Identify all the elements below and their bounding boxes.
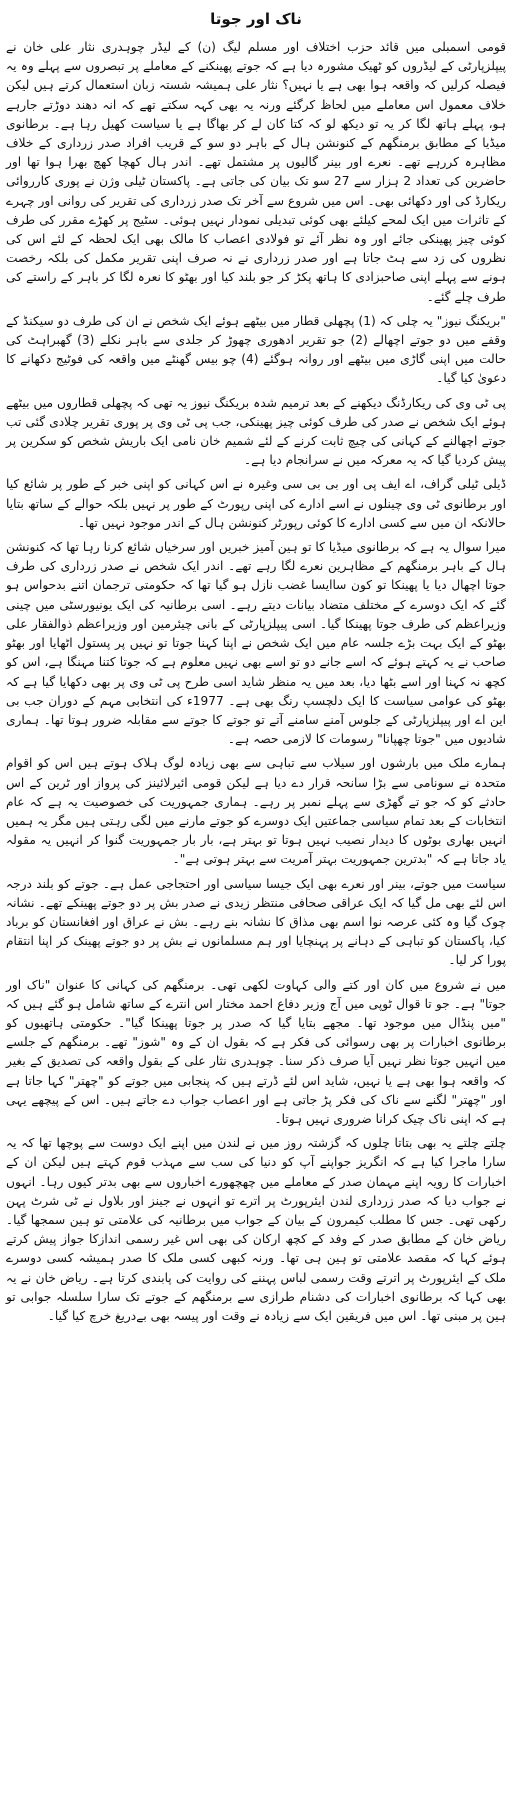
paragraph: ڈیلی ٹیلی گراف، اے ایف پی اور بی بی سی وغیرہ نے اس کہانی کو اپنی خبر کے طور پر شائع کیا اور برطانوی ٹی وی چینلوں نے اسے ادارے کی اپنی رپورٹ کے طور پر نہیں بلکہ حوالے کے ساتھ بتایا حالانکہ ان میں سے کسی ادارے کا کوئی رپورٹر کنونشن ہال کے اندر موجود نہیں تھا۔ xyxy=(6,477,506,530)
headline: ناک اور جوتا xyxy=(210,10,302,28)
paragraph: چلتے چلتے یہ بھی بتاتا چلوں کہ گزشتہ روز میں نے لندن میں اپنے ایک دوست سے پوچھا تھا کہ یہ سارا ماجرا کیا ہے کہ انگریز جواپنے آپ کو دنیا کی سب سے مہذب قوم کہتے ہیں لیکن ان کے اخبارات کا رویہ اپنے مہمان صدر کے معاملے میں چھچھورے اخباروں سے بھی بدتر کیوں رہا۔ انہوں نے جواب دیا کہ صدر زرداری لندن ایئرپورٹ پر اترے تو انہوں نے جینز اور بلاول نے ٹی شرٹ پہن رکھی تھی۔ جس کا مطلب کیمرون کے بیان کے جواب میں برطانیہ کی علامتی تو ہین سمجھا گیا۔ ریاض خان کے مطابق صدر کے وفد کے کچھ ارکان کی بھی اس غیر رسمی اندازکا جواز پیش کرتے ہوئے کہا کہ مقصد علامتی تو ہین ہی تھا۔ ورنہ کبھی کسی ملک کا صدر ہمیشہ کسی دوسرے ملک کے ایئرپورٹ پر اترتے وقت رسمی لباس پہننے کی روایت کی پابندی کرتا ہے۔ ریاض خان نے یہ بھی کہا کہ برطانوی اخبارات کی دشنام طرازی سے برمنگھم کے جوتے تک سارا سلسلہ جوابی تو ہین پر مبنی تھا۔ اس میں فریقین ایک سے زیادہ نے وقت اور پیسہ بھی بےدریغ خرچ کیا گیا۔ xyxy=(6,1136,506,1323)
paragraph: "بریکنگ نیوز" یہ چلی کہ (1) پچھلی قطار میں بیٹھے ہوئے ایک شخص نے ان کی طرف دو سیکنڈ کے وقفے میں دو جوتے اچھالے (2) جو تقریر ادھوری چھوڑ کر جلدی سے باہر نکلے (3) گھبراہٹ کی حالت میں اپنی گاڑی میں بیٹھے اور روانہ ہوگئے (4) چو بیس گھنٹے میں واقعہ کی فوٹیج دکھانے کا دعویٰ کیا گیا۔ xyxy=(6,313,506,386)
paragraph: سیاست میں جوتے، بینر اور نعرے بھی ایک جیسا سیاسی اور احتجاجی عمل ہے۔ جوتے کو بلند درجہ اس لئے بھی مل گیا کہ ایک عراقی صحافی منتظر زیدی نے صدر بش پر دو جوتے پھینکے تھے۔ نشانہ چوک گیا وہ کئی عرصہ نوا اسم بھی مذاق کا نشانہ بنے رہے۔ بش نے عراق اور افغانستان کو برباد کیا، پاکستان کو تباہی کے دہانے پر پہنچایا اور ہم مسلمانوں نے بش پر دو جوتے پھینک کر اپنا انتقام پورا کر لیا۔ xyxy=(6,876,506,968)
paragraph: قومی اسمبلی میں قائد حزب اختلاف اور مسلم لیگ (ن) کے لیڈر چوہدری نثار علی خان نے پیپلزپارٹی کے لیڈروں کو ٹھیک مشورہ دیا ہے کہ جوتے پھینکنے کے معاملے پر تبصروں سے پہلے وہ یہ فیصلہ کرلیں کہ واقعہ ہوا بھی ہے یا نہیں؟ نثار علی ہمیشہ شستہ زبان استعمال کرتے ہیں لیکن خلاف معمول اس معاملے میں لحاظ کرگئے ورنہ یہ بھی کہہ سکتے تھے کہ انہ دھند دوڑتے جارہے ہو، پہلے ہاتھ لگا کر یہ تو دیکھ لو کہ کتا کان لے کر بھاگا ہے یا سیاست کھیل رہا ہے۔ برطانوی میڈیا کے مطابق برمنگھم کے کنونشن ہال کے باہر دو سو کے قریب افراد صدر زرداری کے خلاف مظاہرہ کررہے تھے۔ نعرے اور بینر گالیوں پر مشتمل تھے۔ اندر ہال کھچا کھچ بھرا ہوا تھا اور حاضرین کی تعداد 2 ہزار سے 27 سو تک بیان کی جاتی ہے۔ پاکستان ٹیلی وژن نے پوری کارروائی ریکارڈ کی اور دکھائی بھی۔ اس میں شروع سے آخر تک صدر زرداری کی تقریر کی روانی اور چہرے کے تاثرات میں ایک لمحے کیلئے بھی کوئی تبدیلی نمودار نہیں ہوئی۔ سٹیج پر کھڑے مقرر کی طرف کوئی چیز پھینکی جائے اور وہ نظر آئے تو فولادی اعصاب کا مالک بھی ایک لحظہ کے لئے اس کی نظروں کی زد سے ہٹ جاتا ہے اور صدر زرداری نے نہ صرف اپنی تقریر مکمل کی بلکہ رخصت ہونے سے پہلے اپنی صاحبزادی کا ہاتھ پکڑ کر جو بلند کیا اور بھٹو کا نعرہ لگا کر باہر کے راستے کی طرف چلے گئے۔ xyxy=(6,40,506,304)
paragraph: میں نے شروع میں کان اور کتے والی کہاوت لکھی تھی۔ برمنگھم کی کہانی کا عنوان "ناک اور جوتا" ہے۔ جو تا قوال ٹوپی میں آج وزیر دفاع احمد مختار اس انترے کے ساتھ شامل ہو گئے ہیں کہ "میں پنڈال میں موجود تھا۔ مجھے بتایا گیا کہ صدر پر جوتا پھینکا گیا"۔ حکومتی ہاتھیوں کو برطانوی اخبارات پر بھی رسوائی کی فکر ہے کہ بقول ان کے وہ "شوز" تھے۔ برمنگھم کے جلسے میں انہیں جوتا نظر نہیں آیا صرف ذکر سنا۔ چوہدری نثار علی کے بقول واقعہ کی تصدیق کے بغیر کہ واقعہ ہوا بھی ہے یا نہیں، شاید اس لئے ڈرتے ہیں کہ پنجابی میں جوتے کو "چھتر" کہا جاتا ہے اور "چھتر" لگنے سے ناک کی فکر پڑ جاتی ہے اور اعصاب جواب دے جاتے ہیں۔ اس کے پیچھے یہی ہے کہ اپنی ناک چیک کرانا ضروری نہیں ہوتا۔ xyxy=(6,977,506,1126)
paragraph: ہمارے ملک میں بارشوں اور سیلاب سے تباہی سے بھی زیادہ لوگ ہلاک ہوتے ہیں اس کو اقوام متحدہ نے سونامی سے بڑا سانحہ قرار دے دیا ہے لیکن قومی ائیرلائینز کی پرواز اور ٹرین کے اس حادثے کو کہ جو تے گھڑی سے پہلے نمبر پر رہے۔ ہماری جمہوریت کی خصوصیت یہ ہے کہ عام انتخابات کے بعد تمام سیاسی جماعتیں ایک دوسرے کو جوتے مارنے میں لگی رہتی ہیں مگر یہ ہمیں انہیں بھاری بوٹوں کا دیدار نصیب نہیں ہوتا تو بہتر ہے، بار بار جمہوریت گنوا کر انہیں یہ مقولہ یاد جاتا ہے کہ "بدترین جمہوریت بہتر آمریت سے بہتر ہوتی ہے"۔ xyxy=(6,756,506,867)
paragraph: میرا سوال یہ ہے کہ برطانوی میڈیا کا تو ہین آمیز خبریں اور سرخیاں شائع کرنا رہا تھا کہ کنونشن ہال کے باہر برمنگھم کے مظاہرین نعرے لگا رہے تھے۔ اندر ایک شخص نے صدر زرداری کی طرف جوتا اچھال دیا یا پھینکا تو کون ساایسا غضب نازل ہو گیا تھا کہ حکومتی ترجمان اتنے بدحواس ہو گئے کہ ایک دوسرے کے مختلف متضاد بیانات دیتے رہے۔ اسی برطانیہ کی ایک یونیورسٹی میں چینی وزیراعظم کی طرف جوتا پھینکا گیا۔ اسی پیپلزپارٹی کے بانی چیئرمین اور وزیراعظم ذوالفقار علی بھٹو کے ایک بہت بڑے جلسہ عام میں ایک شخص نے اپنا کہنا جوتا تو نہیں پر پستول اٹھایا اور بھٹو صاحب نے یہ کہتے ہوئے کہ اسے جانے دو تو اسے بھی نہیں معلوم ہے کہ جوتا کتنا مہنگا ہے، اس کو کچھ نہ کہنا اور اسے بٹھا دیا، بعد میں یہ منظر شاید اسی طرح پی ٹی وی پر بھی دکھایا گیا ہے کہ بھٹو کی عوامی سیاست کا ایک دلچسپ رنگ بھی ہے۔ 1977ء کی انتخابی مہم کے دوران جب بی این اے اور پیپلزپارٹی کے جلوس آمنے سامنے آتے تو جوتے کا جوتے سے مقابلہ ضرور ہوتا تھا۔ ہماری شادیوں میں "جوتا چھپانا" رسومات کا لازمی حصہ ہے۔ xyxy=(6,540,506,747)
paragraph: پی ٹی وی کی ریکارڈنگ دیکھنے کے بعد ترمیم شدہ بریکنگ نیوز یہ تھی کہ پچھلی قطاروں میں بیٹھے ہوئے ایک شخص نے صدر کی طرف کوئی چیز پھینکی، جب پی ٹی وی پر پوری تقریر چلادی گئی تب جوتے اچھالنے کے کہانی کی چیچ ثابت کرنے کے لئے شمیم خان نامی ایک باریش شخص کو سکرین پر پیش کردیا گیا کہ یہ معرکہ میں نے سرانجام دیا ہے۔ xyxy=(6,395,506,468)
article-body xyxy=(6,38,506,1326)
